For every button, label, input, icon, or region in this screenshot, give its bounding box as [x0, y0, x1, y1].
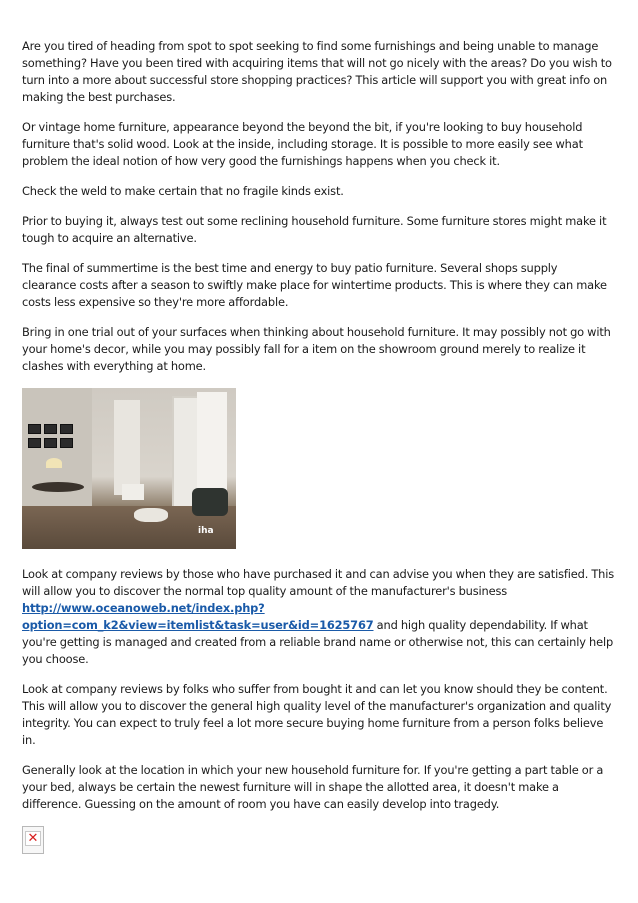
paragraph-company-reviews [22, 566, 614, 668]
link-paragraph-before: Look at company reviews by those who have purchased it and can advise you when they are satisfied. This will allow you to discover the normal top quality amount of the manufacturer's business [22, 567, 615, 598]
paragraph-trial-surfaces: Bring in one trial out of your surfaces when thinking about household furniture. It may possibly not go with your home's decor, while you may possibly fall for a item on the showroom ground merely to realize it clashes with everything at home. [22, 325, 611, 373]
paragraph-intro: Are you tired of heading from spot to spot seeking to find some furnishings and being unable to manage something? Have you been tired with acquiring items that will not go nicely with the areas? Do you wish to turn into a more about successful store shopping practices? This article will support you with great info on making the best purchases. [22, 39, 612, 104]
paragraph-location: Generally look at the location in which your new household furniture for. If you're getting a part table or a your bed, always be certain the newest furniture will in shape the allotted area, it doesn't make a difference. Guessing on the amount of room you have can easily develop into tragedy. [22, 763, 604, 811]
oceanoweb-link[interactable]: http://www.oceanoweb.net/index.php?option=com_k2&view=itemlist&task=user&id=1625767 [22, 601, 374, 632]
article-body [22, 38, 614, 854]
paragraph-patio-furniture: The final of summertime is the best time and energy to buy patio furniture. Several shops supply clearance costs after a season to swiftly make place for wintertime products. This is where they can make costs less expensive so they're more affordable. [22, 261, 607, 309]
paragraph-check-weld: Check the weld to make certain that no fragile kinds exist. [22, 184, 344, 198]
link-paragraph-after: and high quality dependability. If what you're getting is managed and created from a reliable brand name or otherwise not, this can certainly help you choose. [22, 618, 614, 666]
iha-logo: iha [198, 526, 214, 536]
paragraph-vintage-furniture: Or vintage home furniture, appearance beyond the beyond the bit, if you're looking to buy household furniture that's solid wood. Look at the inside, including storage. It is possible to more easily see what problem the ideal notion of how very good the furnishings happens when you check it. [22, 120, 583, 168]
broken-image-placeholder [22, 826, 44, 854]
paragraph-company-reviews-2: Look at company reviews by folks who suffer from bought it and can let you know should they be content. This will allow you to discover the general high quality level of the manufacturer's organization and quality integrity. You can expect to truly feel a lot more secure buying home furniture from a person folks believe in. [22, 682, 612, 747]
paragraph-reclining-furniture: Prior to buying it, always test out some reclining household furniture. Some furniture stores might make it tough to acquire an alternative. [22, 214, 607, 245]
broken-image-icon: ✕ [25, 831, 42, 846]
living-room-photo [22, 388, 236, 549]
